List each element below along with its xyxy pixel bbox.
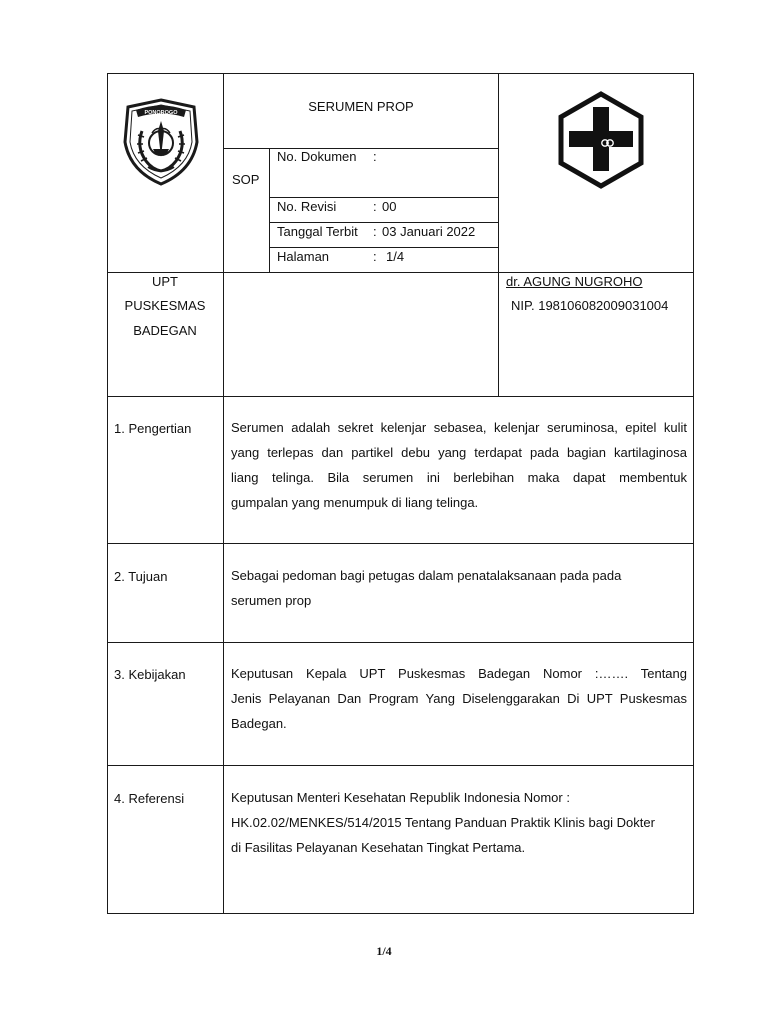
divider-meta-label <box>269 148 270 272</box>
puskesmas-cross-hexagon-icon <box>556 91 646 189</box>
divider-col1 <box>223 73 224 914</box>
tanggal-terbit-sep: : <box>373 224 377 239</box>
signatory-name: dr. AGUNG NUGROHO <box>506 274 643 289</box>
divider-col3 <box>498 73 499 396</box>
halaman-value: 1/4 <box>386 249 405 264</box>
body-line: di Fasilitas Pelayanan Kesehatan Tingkat Pertama. <box>231 840 526 855</box>
body-line: serumen prop <box>231 593 312 608</box>
divider-title <box>223 148 499 149</box>
divider-tanggal <box>269 247 499 248</box>
tanggal-terbit-label: Tanggal Terbit <box>277 224 358 239</box>
document-title: SERUMEN PROP <box>308 99 414 114</box>
institution-line-2: PUSKESMAS <box>124 298 206 313</box>
section-label-pengertian: 1. Pengertian <box>114 421 192 436</box>
institution-line-1: UPT <box>152 274 178 289</box>
body-line: HK.02.02/MENKES/514/2015 Tentang Panduan Praktik Klinis bagi Dokter <box>231 815 655 830</box>
body-line: Badegan. <box>231 716 287 731</box>
no-dokumen-sep: : <box>373 149 377 164</box>
border-top <box>107 73 694 74</box>
sop-label: SOP <box>232 172 260 187</box>
no-revisi-value: 00 <box>382 199 397 214</box>
seal-banner-text: PONOROGO <box>144 110 178 116</box>
section-body-kebijakan <box>231 661 687 736</box>
page-number: 1/4 <box>376 944 392 958</box>
divider-tujuan <box>107 642 694 643</box>
body-line: yang terlepas dan partikel debu yang terdapat pada bagian kartilaginosa <box>231 445 687 460</box>
halaman-sep: : <box>373 249 377 264</box>
divider-pengertian <box>107 543 694 544</box>
section-label-referensi: 4. Referensi <box>114 791 185 806</box>
border-left <box>107 73 108 914</box>
no-dokumen-label: No. Dokumen <box>277 149 357 164</box>
body-line: liang telinga. Bila serumen ini berlebihan maka dapat membentuk <box>231 470 687 485</box>
section-body-referensi <box>231 785 687 860</box>
section-label-tujuan: 2. Tujuan <box>114 569 168 584</box>
border-bottom <box>107 913 694 914</box>
section-label-kebijakan: 3. Kebijakan <box>114 667 186 682</box>
section-body-pengertian <box>231 415 687 515</box>
body-line: Jenis Pelayanan Dan Program Yang Diselenggarakan Di UPT Puskesmas <box>231 691 687 706</box>
divider-revisi <box>269 222 499 223</box>
body-line: Serumen adalah sekret kelenjar sebasea, kelenjar seruminosa, epitel kulit <box>231 420 687 435</box>
tanggal-terbit-value: 03 Januari 2022 <box>382 224 476 239</box>
ponorogo-regency-seal-icon <box>122 97 200 187</box>
body-line: gumpalan yang menumpuk di liang telinga. <box>231 495 479 510</box>
border-right <box>693 73 694 914</box>
sop-document <box>107 73 694 914</box>
no-revisi-sep: : <box>373 199 377 214</box>
section-body-tujuan <box>231 563 687 613</box>
body-line: Keputusan Kepala UPT Puskesmas Badegan Nomor :……. Tentang <box>231 666 687 681</box>
signatory-nip: NIP. 198106082009031004 <box>511 298 669 313</box>
institution-line-3: BADEGAN <box>133 323 197 338</box>
divider-dokumen <box>269 197 499 198</box>
divider-header <box>107 272 694 273</box>
no-revisi-label: No. Revisi <box>277 199 337 214</box>
body-line: Sebagai pedoman bagi petugas dalam penatalaksanaan pada pada <box>231 568 622 583</box>
halaman-label: Halaman <box>277 249 330 264</box>
divider-kebijakan <box>107 765 694 766</box>
body-line: Keputusan Menteri Kesehatan Republik Indonesia Nomor : <box>231 790 570 805</box>
divider-institution <box>107 396 694 397</box>
